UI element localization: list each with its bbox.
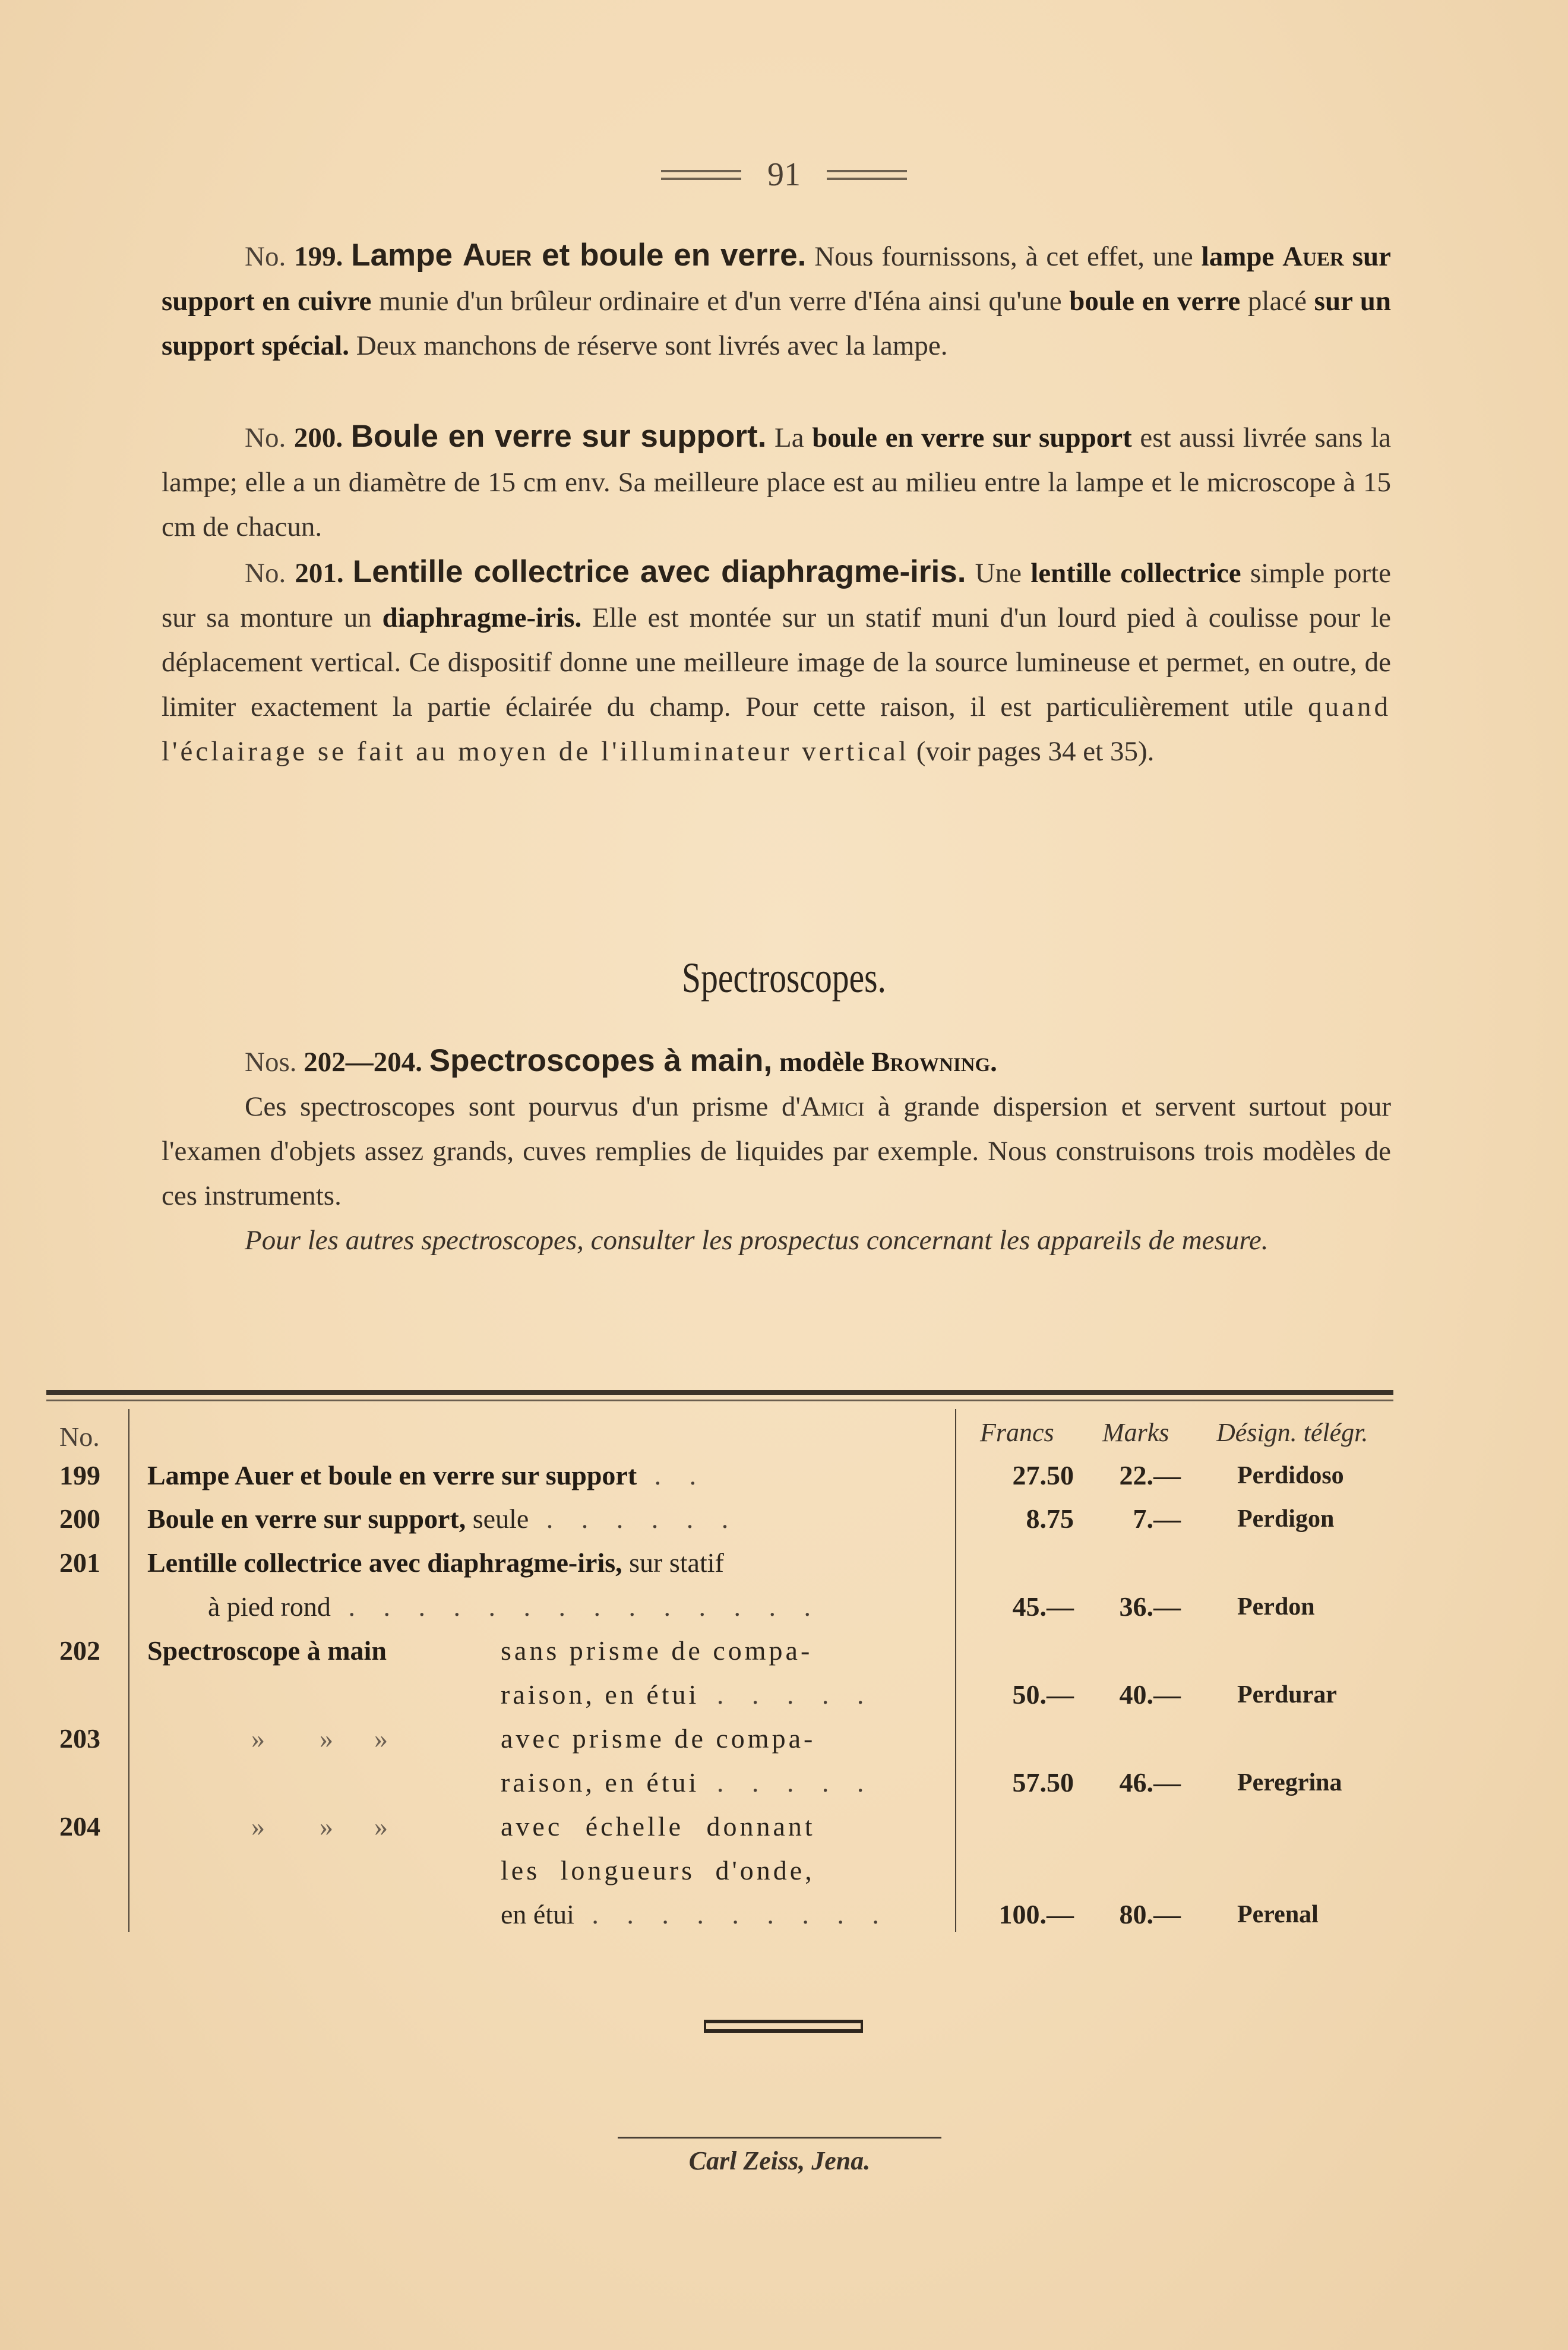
row-telegraph: Perdigon — [1237, 1505, 1335, 1533]
row-no: 199 — [59, 1460, 100, 1490]
row-description: avec échelle donnant — [501, 1811, 815, 1842]
entry-no-label: Nos. — [245, 1047, 297, 1078]
header-rule-right — [827, 170, 907, 180]
row-description-cont: raison, en étui . . . . . — [501, 1679, 875, 1710]
row-telegraph: Perdurar — [1237, 1681, 1337, 1708]
entry-number: 199. — [294, 241, 343, 272]
row-marks: 7.— — [1133, 1504, 1181, 1534]
entry-201 — [162, 549, 1391, 774]
row-description: Boule en verre sur support, seule . . . . . . — [147, 1504, 739, 1534]
row-no: 204 — [59, 1811, 100, 1842]
row-description: Lampe Auer et boule en verre sur support . . — [147, 1460, 707, 1490]
section-paragraph: Ces spectroscopes sont pourvus d'un prisme d'Amici à grande dispersion et servent surtout pour l'examen d'objets assez grands, cuves remplies de liquides par exemple. Nous construisons trois modèles de ces instruments. — [162, 1091, 1392, 1211]
entry-no-label: No. — [245, 558, 286, 589]
entry-no-label: No. — [245, 422, 286, 453]
header-rule-left — [661, 170, 741, 180]
page-header — [0, 156, 1568, 203]
entry-body: La boule en verre sur support est aussi livrée sans la lampe; elle a un diamètre de 15 cm env. Sa meilleure place est au milieu entre la lampe et le microscope à 15 cm de chacun. — [162, 422, 1392, 542]
end-ornament — [704, 2020, 863, 2033]
row-telegraph: Peregrina — [1237, 1769, 1342, 1796]
publisher-imprint: Carl Zeiss, Jena. — [688, 2146, 871, 2175]
row-no: 200 — [59, 1504, 100, 1534]
row-telegraph: Perdidoso — [1237, 1462, 1344, 1489]
entry-number: 202—204. — [304, 1047, 422, 1078]
entry-title: Lampe Auer et boule en verre. — [351, 238, 807, 273]
entry-body: Nous fournissons, à cet effet, une lampe Auer sur support en cuivre munie d'un brûleur ordinaire et d'un verre d'Iéna ainsi qu'une boule en verre placé sur un support spécial. Deux manchons de réserve sont livrés avec la lampe. — [162, 241, 1392, 361]
row-no: 203 — [59, 1723, 100, 1754]
row-marks: 40.— — [1119, 1679, 1181, 1710]
header-telegraph: Désign. télégr. — [1216, 1418, 1368, 1447]
ditto-marks: » » » — [251, 1811, 388, 1842]
entry-202-204: Nos. 202—204. Spectroscopes à main, modèle Browning. Ces spectroscopes sont pourvus d'un prisme d'Amici à grande dispersion et servent surtout pour l'examen d'objets assez grands, cuves remplies de liquides par exemple. Nous construisons trois modèles de ces instruments. Pour les autres spectroscopes, consulter les prospectus concernant les appareils de mesure. — [162, 1043, 1392, 1256]
row-label: Spectroscope à main — [147, 1635, 387, 1666]
row-marks: 80.— — [1119, 1899, 1181, 1929]
row-francs: 50.— — [1012, 1679, 1074, 1710]
entry-title: Boule en verre sur support. — [350, 419, 767, 454]
section-note: Pour les autres spectroscopes, consulter les prospectus concernant les appareils de mesure. — [245, 1225, 1269, 1256]
row-marks: 36.— — [1119, 1591, 1181, 1622]
entry-no-label: No. — [245, 241, 286, 272]
header-no: No. — [59, 1422, 100, 1452]
row-no: 201 — [59, 1547, 100, 1578]
header-marks: Marks — [1102, 1418, 1169, 1447]
row-no: 202 — [59, 1635, 100, 1666]
page-number: 91 — [767, 156, 801, 193]
price-table — [46, 1409, 1393, 1944]
row-francs: 57.50 — [1012, 1767, 1074, 1798]
row-description-cont: en étui . . . . . . . . . — [501, 1899, 890, 1929]
row-marks: 22.— — [1119, 1460, 1181, 1490]
entry-body: Une lentille collectrice simple porte sur sa monture un diaphragme-iris. Elle est montée sur un statif muni d'un lourd pied à coulisse pour le déplacement vertical. Ce dispositif donne une meilleure image de la source lumineuse et permet, en outre, de limiter exactement la partie éclairée du champ. Pour cette raison, il est particulièrement utile quand l'éclairage se fait au moyen de l'illuminateur vertical (voir pages 34 et 35). — [162, 558, 1391, 767]
header-francs: Francs — [980, 1418, 1054, 1447]
entry-title: Lentille collectrice avec diaphragme-iris. — [352, 554, 966, 589]
row-description-cont: les longueurs d'onde, — [501, 1855, 815, 1885]
column-divider — [955, 1409, 956, 1932]
entry-200 — [162, 414, 1391, 549]
table-top-rule — [46, 1390, 1393, 1401]
row-francs: 27.50 — [1012, 1460, 1074, 1490]
entry-number: 200. — [293, 422, 343, 453]
row-francs: 8.75 — [1026, 1504, 1074, 1534]
ditto-marks: » » » — [251, 1723, 388, 1754]
entry-title: Spectroscopes à main, — [429, 1043, 773, 1078]
row-description-cont: raison, en étui . . . . . — [501, 1767, 875, 1798]
entry-number: 201. — [295, 558, 344, 589]
section-title: Spectroscopes. — [682, 954, 886, 1002]
row-description-cont: à pied rond . . . . . . . . . . . . . . — [208, 1591, 821, 1622]
row-telegraph: Perdon — [1237, 1593, 1315, 1621]
row-marks: 46.— — [1119, 1767, 1181, 1798]
row-description: Lentille collectrice avec diaphragme-iris, sur statif — [147, 1547, 724, 1578]
row-description: sans prisme de compa- — [501, 1635, 813, 1666]
row-description: avec prisme de compa- — [501, 1723, 816, 1754]
model-name: Browning. — [871, 1047, 997, 1078]
column-divider — [128, 1409, 129, 1932]
row-francs: 45.— — [1012, 1591, 1074, 1622]
footer-rule — [618, 2137, 941, 2139]
entry-199 — [162, 233, 1391, 368]
row-francs: 100.— — [998, 1899, 1074, 1929]
row-telegraph: Perenal — [1237, 1901, 1319, 1928]
